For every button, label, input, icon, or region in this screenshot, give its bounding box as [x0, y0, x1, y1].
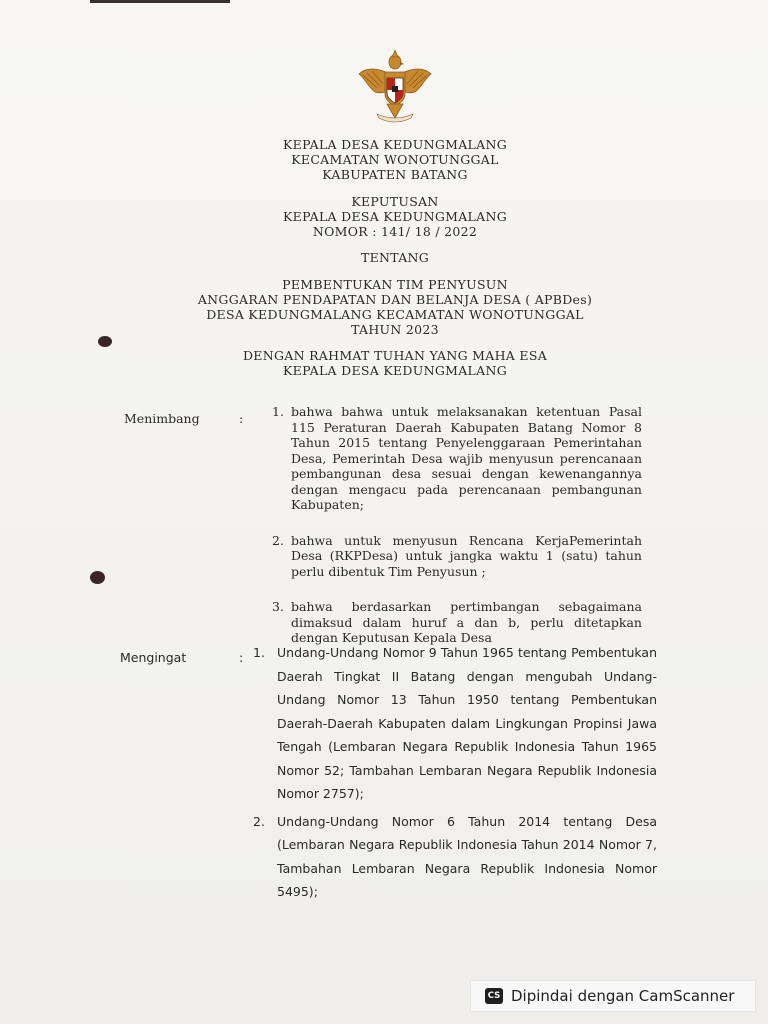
- punch-hole-mark: [98, 336, 112, 347]
- list-item: [272, 599, 642, 646]
- subject-line: DESA KEDUNGMALANG KECAMATAN WONOTUNGGAL: [206, 307, 584, 322]
- subject-line: PEMBENTUKAN TIM PENYUSUN: [282, 277, 508, 292]
- decision-line: KEPALA DESA KEDUNGMALANG: [283, 209, 507, 224]
- garuda-emblem-icon: [355, 48, 435, 128]
- menimbang-label: Menimbang: [124, 411, 200, 426]
- preamble-block: [150, 348, 640, 378]
- menimbang-colon: :: [239, 411, 244, 426]
- punch-hole-mark: [90, 571, 105, 584]
- issuer-header: [150, 137, 640, 182]
- item-text: Undang-Undang Nomor 6 Tahun 2014 tentang Desa (Lembaran Negara Republik Indonesia Tahun 2014 Nomor 7, Tambahan Lembaran Negara Republik Indonesia Nomor 5495);: [277, 813, 657, 899]
- item-number: 2.: [253, 813, 265, 829]
- subject-line: TAHUN 2023: [351, 322, 439, 337]
- item-text: bahwa berdasarkan pertimbangan sebagaimana dimaksud dalam huruf a dan b, perlu ditetapkan dengan Keputusan Kepala Desa: [291, 599, 642, 645]
- about-label: TENTANG: [360, 250, 430, 265]
- header-line: KEPALA DESA KEDUNGMALANG: [283, 137, 507, 152]
- list-item: [253, 810, 657, 904]
- list-item: [253, 641, 657, 806]
- preamble-line: DENGAN RAHMAT TUHAN YANG MAHA ESA: [242, 348, 548, 363]
- header-line: KABUPATEN BATANG: [322, 167, 468, 182]
- list-item: [272, 533, 642, 580]
- item-text: bahwa untuk menyusun Rencana KerjaPemerintah Desa (RKPDesa) untuk jangka waktu 1 (satu) tahun perlu dibentuk Tim Penyusun ;: [291, 532, 642, 579]
- decision-line: KEPUTUSAN: [351, 194, 439, 209]
- item-number: 2.: [272, 532, 284, 548]
- list-item: [272, 404, 642, 513]
- item-text: Undang-Undang Nomor 9 Tahun 1965 tentang Pembentukan Daerah Tingkat II Batang dengan mengubah Undang-Undang Nomor 13 Tahun 1950 tentang Pembentukan Daerah-Daerah Kabupaten dalam Lingkungan Propinsi Jawa Tengah (Lembaran Negara Republik Indonesia Tahun 1965 Nomor 52; Tambahan Lembaran Negara Republik Indonesia Nomor 2757);: [277, 645, 657, 801]
- menimbang-list: [272, 404, 642, 646]
- header-line: KECAMATAN WONOTUNGGAL: [291, 152, 499, 167]
- subject-block: [150, 277, 640, 337]
- about-heading: [150, 250, 640, 265]
- item-number: 1.: [272, 404, 284, 419]
- camscanner-watermark: [470, 980, 756, 1012]
- subject-line: ANGGARAN PENDAPATAN DAN BELANJA DESA ( APBDes): [197, 292, 593, 307]
- preamble-line: KEPALA DESA KEDUNGMALANG: [283, 363, 507, 378]
- item-number: 3.: [272, 599, 284, 614]
- camscanner-logo-icon: CS: [485, 988, 503, 1004]
- decision-number: NOMOR : 141/ 18 / 2022: [312, 224, 478, 239]
- decision-title: [150, 194, 640, 239]
- item-text: bahwa bahwa untuk melaksanakan ketentuan Pasal 115 Peraturan Daerah Kabupaten Batang Nomor 8 Tahun 2015 tentang Penyelenggaraan Pemerintahan Desa, Pemerintah Desa wajib menyusun perencanaan pembangunan desa sesuai dengan kewenangannya dengan mengacu pada perencanaan pembangunan Kabupaten;: [291, 404, 642, 512]
- scan-edge-mark: [90, 0, 230, 3]
- mengingat-colon: :: [239, 650, 244, 665]
- mengingat-label: Mengingat: [120, 650, 187, 665]
- item-number: 1.: [253, 645, 265, 660]
- mengingat-list: [253, 641, 657, 904]
- watermark-text: Dipindai dengan CamScanner: [511, 987, 735, 1005]
